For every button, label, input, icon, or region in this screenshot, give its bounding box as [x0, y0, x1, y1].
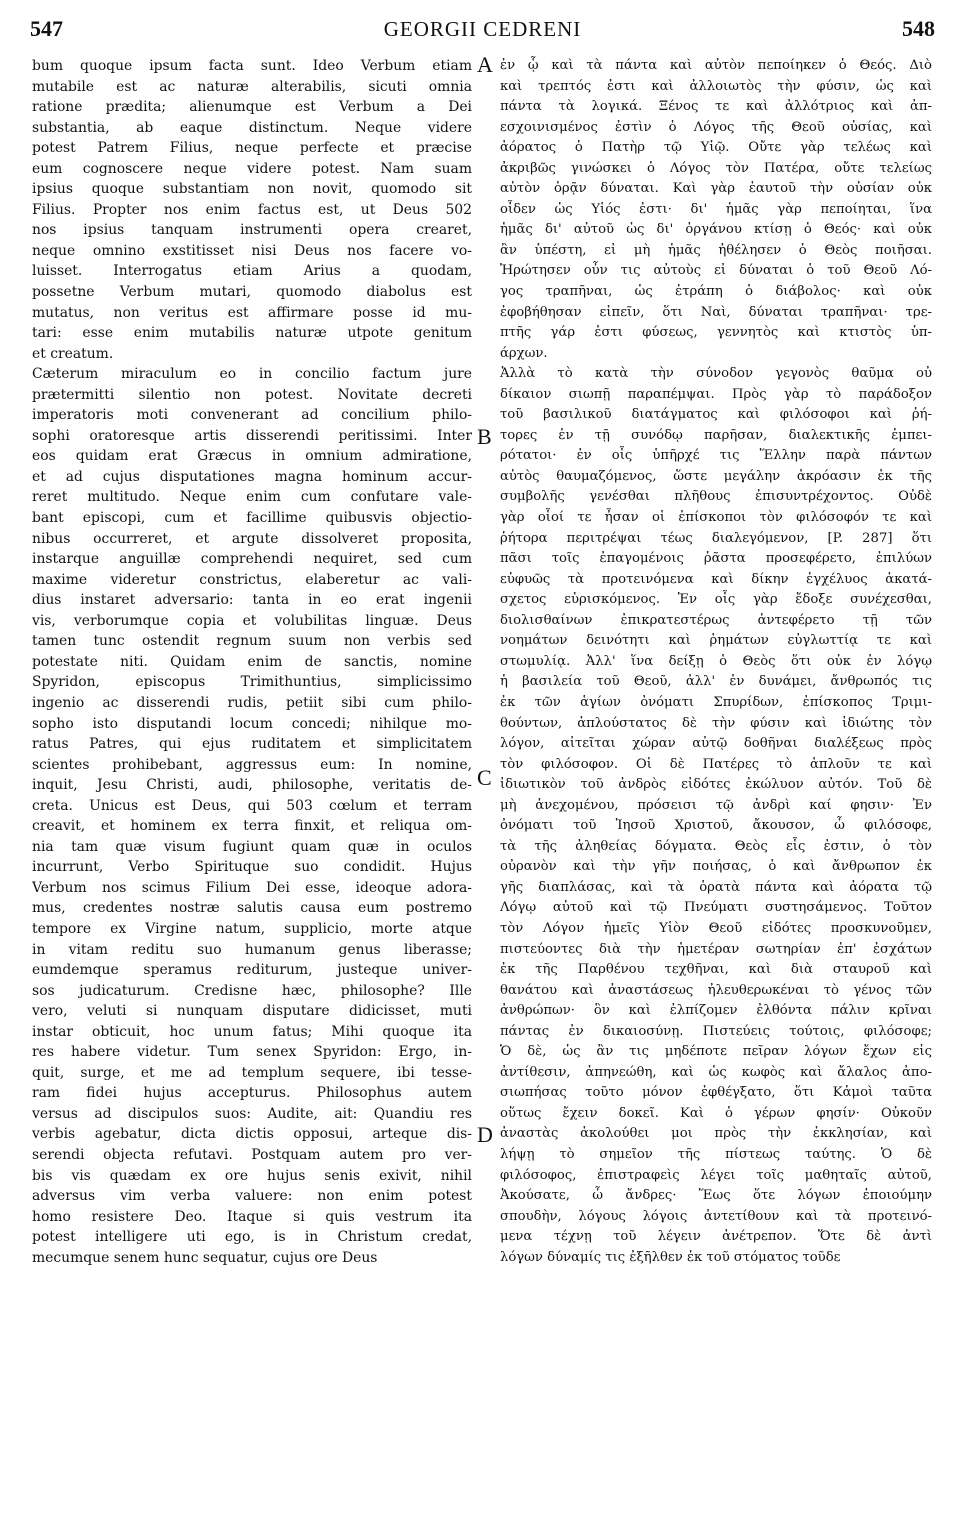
greek-line: μενα τέχνῃ τοῦ λέγειν ἀνέτρεπον. Ὅτε δὲ ἀντὶ	[500, 1229, 932, 1245]
latin-line: sos judicaturum. Credisne hæc, philosophe? Ille	[32, 982, 472, 999]
latin-line: creta. Unicus est Deus, qui 503 cœlum et terram	[32, 797, 472, 814]
latin-line: eos quidam erat Græcus in omnium admiratione,	[32, 448, 472, 465]
greek-line: καὶ τρεπτός ἐστι καὶ ἀλλοιωτὸς τὴν φύσιν, ὡς καὶ	[500, 78, 932, 94]
page-header	[30, 12, 935, 46]
latin-line: luisset. Interrogatus etiam Arius a quodam,	[32, 263, 472, 280]
greek-line: ἡμᾶς δι' αὐτοῦ ὡς δι' ὀργάνου κτίσῃ ὁ Θεός· καὶ οὐκ	[500, 222, 932, 238]
latin-line: Cæterum miraculum eo in concilio factum jure	[32, 366, 472, 383]
latin-line: bum quoque ipsum facta sunt. Ideo Verbum etiam	[32, 58, 472, 74]
latin-line: mutabile est ac naturæ alterabilis, sicuti omnia	[32, 78, 472, 95]
latin-line: imperatoris moti convenerant ad concilium philo-	[32, 407, 472, 424]
latin-line: verbis agebatur, dicta dictis opposui, arteque dis-	[32, 1126, 472, 1143]
greek-line: πάντα τὰ λογικά. Ξένος τε καὶ ἀλλότριος καὶ ἀπ-	[500, 99, 932, 115]
latin-line: dius instaret adversario: tanta in eo erat ingenii	[32, 592, 472, 609]
latin-line: prætermitti silentio non potest. Novitate decreti	[32, 386, 472, 403]
latin-line: homo resistere Deo. Itaque si quis vestrum ita	[32, 1208, 472, 1225]
greek-line: ἀνθρώπων· ὃν καὶ ἐλπίζομεν ἐλθόντα πάλιν κρῖναι	[500, 1003, 932, 1019]
latin-line: potestate niti. Quidam enim de sanctis, nomine	[32, 653, 472, 670]
left-page-number: 547	[30, 16, 63, 41]
latin-line: tari: esse enim mutabilis naturæ utpote genitum	[32, 325, 472, 342]
latin-line: instarque anguillæ comprehendi nequiret, sed cum	[32, 551, 472, 568]
margin-letter-a: A	[477, 52, 493, 77]
latin-line: potest intelligere uti ego, is in Christum credat,	[32, 1229, 472, 1246]
greek-column	[500, 56, 932, 1268]
greek-line: άρχων.	[500, 345, 548, 361]
latin-line: sopho isto disputandi locum concedi; nihilque mo-	[32, 715, 472, 732]
latin-line: in vitam reditu suo humanum genus liberasse;	[32, 941, 472, 958]
latin-line: scientes prohibebant, aggressus eum: In nomine,	[32, 756, 472, 773]
latin-line: tempore ex Virgine natum, supplicio, morte atque	[32, 920, 472, 937]
latin-line: bis vis quædam ex ore hujus senis exivit, nihil	[32, 1167, 472, 1184]
latin-line: ratione prædita; alienumque est Verbum a Dei	[32, 99, 472, 116]
greek-line: οὕτως ἔχειν δοκεῖ. Καὶ ὁ γέρων φησίν· Οὐκοῦν	[500, 1105, 932, 1121]
latin-line: eumdemque speramus rediturum, justeque univer-	[32, 962, 472, 979]
latin-line: nia tam quæ visum fugiunt quam quæ in oculos	[32, 838, 472, 855]
running-title: GEORGII CEDRENI	[383, 16, 582, 41]
latin-line: incurrunt, Verbo Spirituque suo condidit. Hujus	[32, 859, 472, 876]
greek-line: σιωπήσας τοῦτο μόνον ἐφθέγξατο, ὅτι Κἀμοὶ ταῦτα	[500, 1085, 932, 1101]
margin-letter-c: C	[477, 765, 492, 790]
greek-line: Ἀλλὰ τὸ κατὰ τὴν σύνοδον γεγονὸς θαῦμα οὐ	[500, 366, 932, 382]
latin-line: creavit, et hominem ex terra finxit, et reliqua om-	[32, 818, 472, 835]
latin-line: mecumque senem hunc sequatur, cujus ore Deus	[32, 1249, 378, 1266]
greek-line: πάντας ἐν δικαιοσύνῃ. Πιστεύεις τούτοις, φιλόσοφε;	[500, 1023, 932, 1039]
latin-line: sophi oratoresque artis disserendi peritissimi. Inter	[32, 427, 472, 444]
latin-line: Verbum nos scimus Filium Dei esse, ideoque adora-	[32, 879, 472, 896]
greek-line: λήψῃ τὸ σημεῖον τῆς πίστεως ταύτης. Ὁ δὲ	[500, 1146, 932, 1162]
latin-column	[32, 56, 472, 1268]
latin-line: quit, surge, et me ad templum sequere, ibi tesse-	[32, 1064, 472, 1081]
greek-line: διολισθαίνων ἐπικρατεστέρως ἀντεφέρετο τῇ τῶν	[500, 612, 932, 628]
latin-line: vis, verborumque copia et volubilitas linguæ. Deus	[32, 612, 472, 629]
greek-line: τορες ἐν τῇ συνόδῳ παρῆσαν, διαλεκτικῆς ἐμπει-	[500, 427, 932, 443]
greek-line: θούντων, ἁπλούστατος δὲ τὴν φύσιν καὶ ἰδιώτης τὸν	[500, 715, 932, 731]
greek-line: Ὁ δὲ, ὡς ἂν τις μηδέποτε πεῖραν λόγων ἔχων εἰς	[500, 1044, 932, 1060]
greek-line: τὸν Λόγον ἡμεῖς Υἱὸν Θεοῦ εἰδότες προσκυνοῦμεν,	[500, 920, 932, 936]
greek-line: οἶδεν ὡς Υἱός ἐστι· δι' ἡμᾶς γὰρ πεποίηται, ἵνα	[500, 201, 932, 217]
latin-line: tamen tunc ostendit regnum suum non verbis sed	[32, 633, 472, 650]
latin-line: mus, credentes nostræ salutis causa eum postremo	[32, 900, 472, 917]
greek-line: Ἠρώτησεν οὖν τις αὐτοὺς εἰ δύναται ὁ τοῦ Θεοῦ Λό-	[500, 263, 932, 279]
greek-line: ἰδιωτικὸν τοῦ ἀνδρὸς εἰδότες ἐκώλυον αὐτόν. Τοῦ δὲ	[500, 777, 932, 793]
greek-line: οὐρανὸν καὶ τὴν γῆν ποιήσας, ὁ καὶ ἄνθρωπον ἐκ	[500, 859, 932, 875]
latin-line: potest Patrem Filius, neque perfecte et præcise	[32, 140, 472, 157]
latin-line: neque omnino exstitisset nisi Deus nos facere vo-	[32, 242, 472, 259]
latin-line: versus ad discipulos suos: Audite, ait: Quandiu res	[32, 1105, 472, 1122]
latin-line: inquit, Jesu Christi, audi, philosophe, veritatis de-	[32, 777, 472, 794]
margin-letter-d: D	[477, 1122, 493, 1147]
greek-line: ὀνόματι τοῦ Ἰησοῦ Χριστοῦ, ἄκουσον, ὦ φιλόσοφε,	[500, 818, 932, 834]
greek-line: μὴ ἀνεχομένου, πρόσεισι τῷ ἀνδρὶ καί φησιν· Ἐν	[500, 797, 932, 813]
greek-line: γῆς διαπλάσας, καὶ τὰ ὁρατὰ πάντα καὶ ἀόρατα τῷ	[500, 879, 932, 895]
greek-line: νοημάτων δεινότητι καὶ ῥημάτων εὐγλωττίᾳ τε καὶ	[500, 633, 932, 649]
margin-letter-b: B	[477, 424, 492, 449]
greek-line: ἀντίθεσιν, ἀπηνεώθη, καὶ ὡς κωφὸς καὶ ἄλαλος ἀπο-	[500, 1064, 932, 1080]
greek-line: φιλόσοφος, ἐπιστραφεὶς λέγει τοῖς μαθηταῖς αὐτοῦ,	[500, 1167, 932, 1183]
greek-line: εὐφυῶς τὰ προτεινόμενα καὶ δίκην ἐγχέλυος ἀκατά-	[500, 571, 932, 587]
latin-line: ratus Patres, qui ejus ruditatem et simplicitatem	[32, 736, 472, 753]
greek-line: ρότατοι· ἐν οἷς ὑπῆρχέ τις Ἕλλην παρὰ πάντων	[500, 448, 932, 464]
greek-line: στωμυλίᾳ. Ἀλλ' ἵνα δείξῃ ὁ Θεὸς ὅτι οὐκ ἐν λόγῳ	[500, 653, 932, 669]
greek-line: ἀκριβῶς γινώσκει ὁ Λόγος τὸν Πατέρα, οὔτε τελείως	[500, 160, 932, 176]
latin-line: eum cognoscere neque videre potest. Nam suam	[32, 160, 472, 177]
greek-line: γος τραπῆναι, ὡς ἐτράπη ὁ διάβολος· καὶ οὐκ	[500, 284, 932, 300]
greek-line: λόγων δύναμίς τις ἐξῆλθεν ἐκ τοῦ στόματος τοῦδε	[500, 1249, 841, 1265]
greek-line: τὰ τῆς ἀληθείας δόγματα. Θεὸς εἷς ἐστιν, ὁ τὸν	[500, 838, 932, 854]
greek-line: ἐν ᾧ καὶ τὰ πάντα καὶ αὐτὸν πεποίηκεν ὁ Θεός. Διὸ	[500, 58, 932, 73]
latin-line: nibus occurreret, et argute dissolveret proposita,	[32, 530, 472, 547]
latin-line: ingenio ac disserendi rudis, petiit sibi cum philo-	[32, 694, 472, 711]
greek-line: ἀναστὰς ἀκολούθει μοι πρὸς τὴν ἐκκλησίαν, καὶ	[500, 1126, 932, 1142]
greek-line: θανάτου καὶ ἀναστάσεως ἠλευθερωκέναι τὸ γένος τῶν	[500, 982, 932, 998]
greek-line: ἡ βασιλεία τοῦ Θεοῦ, ἀλλ' ἐν δυνάμει, ἄνθρωπός τις	[500, 674, 932, 690]
latin-line: serendi objecta refutavi. Postquam autem pro ver-	[32, 1146, 472, 1163]
greek-line: γὰρ οἷοί τε ἦσαν οἱ ἐπίσκοποι τὸν φιλόσοφόν τε καὶ	[500, 510, 932, 526]
greek-line: πιστεύοντες διὰ τὴν ἡμετέραν σωτηρίαν ἐπ' ἐσχάτων	[500, 941, 932, 957]
latin-line: adversus vim verba valuere: non enim potest	[32, 1188, 472, 1205]
greek-line: ἐφοβήθησαν εἰπεῖν, ὅτι Ναὶ, δύναται τραπῆναι· τρε-	[500, 304, 932, 320]
greek-line: λόγον, αἰτεῖται χώραν αὐτῷ δοθῆναι διαλέξεως πρὸς	[500, 736, 932, 752]
greek-line: τὸν φιλόσοφον. Οἱ δὲ Πατέρες τὸ ἁπλοῦν τε καὶ	[500, 756, 932, 772]
latin-line: instar obticuit, hoc unum fatus; Mihi quoque ita	[32, 1023, 472, 1040]
greek-line: Λόγῳ αὐτοῦ καὶ τῷ Πνεύματι συστησάμενος. Τοῦτον	[500, 900, 932, 916]
greek-line: δίκαιον σιωπῇ παραπέμψαι. Πρὸς γὰρ τὸ παράδοξον	[500, 386, 932, 402]
greek-line: πτῆς γάρ ἐστι φύσεως, γεννητὸς καὶ κτιστὸς ὑπ-	[500, 325, 932, 341]
latin-line: substantia, ab eaque distinctum. Neque videre	[32, 119, 472, 136]
greek-line: αὐτὸς θαυμαζόμενος, ὥστε μεγάλην ἀκρόασιν ἐκ τῆς	[500, 468, 932, 484]
greek-line: ἐκ τῆς Παρθένου τεχθῆναι, καὶ διὰ σταυροῦ καὶ	[500, 962, 932, 978]
greek-line: ἐκ τῶν ἁγίων ὀνόματι Σπυρίδων, ἐπίσκοπος Τριμι-	[500, 694, 932, 710]
greek-line: εσχοινισμένος ἐστὶν ὁ Λόγος τῆς Θεοῦ οὐσίας, καὶ	[500, 119, 932, 135]
latin-line: bant episcopi, cum et facillime quibusvis objectio-	[32, 510, 472, 527]
latin-line: ram fidei hujus accepturus. Philosophus autem	[32, 1085, 472, 1102]
latin-line: reret multitudo. Neque enim cum confutare vale-	[32, 489, 472, 506]
greek-line: ἂν ὑπέστη, εἰ μὴ ἡμᾶς ἠθέλησεν ὁ Θεὸς ποιῆσαι.	[500, 242, 932, 258]
greek-line: πᾶσι τοῖς ἐπαγομένοις ῥᾶστα προσεφέρετο, ἐπιλύων	[500, 551, 932, 567]
greek-line: ῥήτορα περιτρέψαι τέως διαλεγόμενον, [P. 287] ὅτι	[500, 530, 932, 546]
latin-line: et creatum.	[32, 345, 114, 362]
greek-line: αὐτὸν ὁρᾷν δύναται. Καὶ γὰρ ἑαυτοῦ τὴν οὐσίαν οὐκ	[500, 181, 932, 197]
latin-line: ipsius quoque substantiam non novit, quomodo sit	[32, 181, 472, 198]
greek-line: Ἀκούσατε, ὦ ἄνδρες· Ἕως ὅτε λόγων ἐποιούμην	[500, 1188, 932, 1204]
latin-line: Spyridon, episcopus Trimithuntius, simplicissimo	[32, 674, 472, 691]
greek-line: συμβολῆς γενέσθαι πλῆθους ἐπισυντρέχοντος. Οὐδὲ	[500, 489, 932, 505]
latin-line: nos ipsius tanquam instrumenti opera crearet,	[32, 222, 472, 239]
greek-line: τοῦ βασιλικοῦ διατάγματος καὶ φιλόσοφοι καὶ ῥή-	[500, 407, 932, 423]
right-page-number: 548	[902, 16, 935, 41]
latin-line: vero, veluti si nunquam disputare didicisset, muti	[32, 1003, 472, 1020]
latin-line: possetne Verbum mutari, quomodo diabolus est	[32, 284, 472, 301]
latin-line: mutatus, non veritus est affirmare posse id mu-	[32, 304, 472, 321]
latin-line: res habere videtur. Tum senex Spyridon: Ergo, in-	[32, 1044, 472, 1061]
greek-line: ἀόρατος ὁ Πατὴρ τῷ Υἱῷ. Οὔτε γὰρ τελέως καὶ	[500, 140, 932, 156]
greek-line: σπουδὴν, λόγους λόγοις ἀντετίθουν καὶ τὰ προτεινό-	[500, 1208, 932, 1224]
latin-line: maxime videretur constrictus, elaberetur ac vali-	[32, 571, 472, 588]
greek-line: σχετος εὑρισκόμενος. Ἐν οἷς γὰρ ἔδοξε συνέχεσθαι,	[500, 592, 932, 608]
latin-line: Filius. Propter nos enim factus est, ut Deus 502	[32, 201, 472, 218]
latin-line: et ad cujus disputationes magna hominum accur-	[32, 468, 472, 485]
